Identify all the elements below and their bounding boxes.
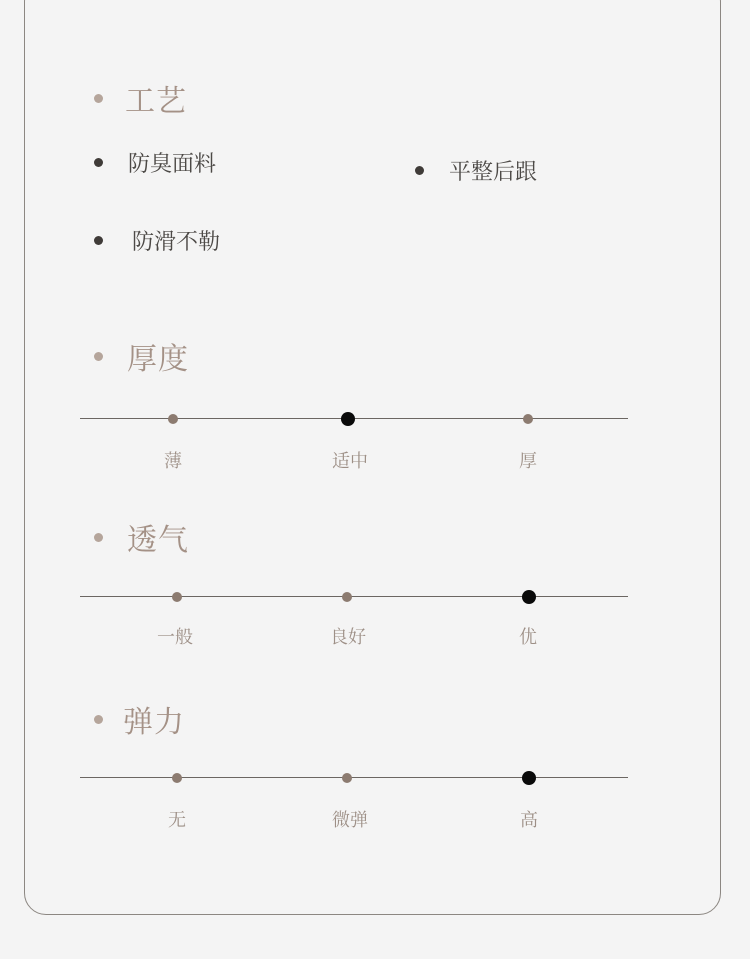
thickness-option-label: 厚 (519, 451, 537, 472)
bullet-icon (94, 533, 103, 542)
breathability-title-text: 透气 (127, 523, 189, 558)
elasticity-section-title (94, 697, 185, 741)
thickness-option-dot[interactable] (168, 414, 178, 424)
bullet-icon (94, 158, 103, 167)
thickness-option-dot[interactable] (523, 414, 533, 424)
feature-item (94, 147, 216, 178)
breathability-scale (80, 596, 628, 597)
elasticity-scale (80, 777, 628, 778)
feature-item (94, 225, 220, 256)
thickness-option-label: 适中 (332, 451, 368, 472)
breathability-option-dot-selected[interactable] (522, 590, 536, 604)
bullet-icon (94, 715, 103, 724)
bullet-icon (94, 352, 103, 361)
elasticity-option-dot[interactable] (342, 773, 352, 783)
thickness-section-title (94, 334, 189, 378)
bullet-icon (94, 94, 103, 103)
breathability-option-label: 优 (519, 627, 537, 648)
bullet-icon (415, 166, 424, 175)
elasticity-title-text: 弹力 (123, 705, 185, 740)
thickness-option-label: 薄 (164, 451, 182, 472)
breathability-option-label: 良好 (330, 627, 366, 648)
breathability-option-label: 一般 (157, 627, 193, 648)
breathability-option-dot[interactable] (342, 592, 352, 602)
craft-title-text: 工艺 (125, 84, 187, 119)
elasticity-option-dot[interactable] (172, 773, 182, 783)
feature-label: 防臭面料 (128, 152, 217, 177)
feature-label: 平整后跟 (449, 160, 538, 185)
thickness-option-dot-selected[interactable] (341, 412, 355, 426)
breathability-section-title (94, 515, 189, 559)
thickness-title-text: 厚度 (127, 342, 189, 377)
craft-section-title (94, 76, 187, 120)
elasticity-option-label: 无 (168, 810, 186, 831)
feature-label: 防滑不勒 (132, 230, 221, 255)
feature-item (415, 155, 537, 186)
bullet-icon (94, 236, 103, 245)
elasticity-option-label: 微弹 (332, 810, 368, 831)
breathability-option-dot[interactable] (172, 592, 182, 602)
elasticity-option-label: 高 (520, 810, 538, 831)
elasticity-option-dot-selected[interactable] (522, 771, 536, 785)
